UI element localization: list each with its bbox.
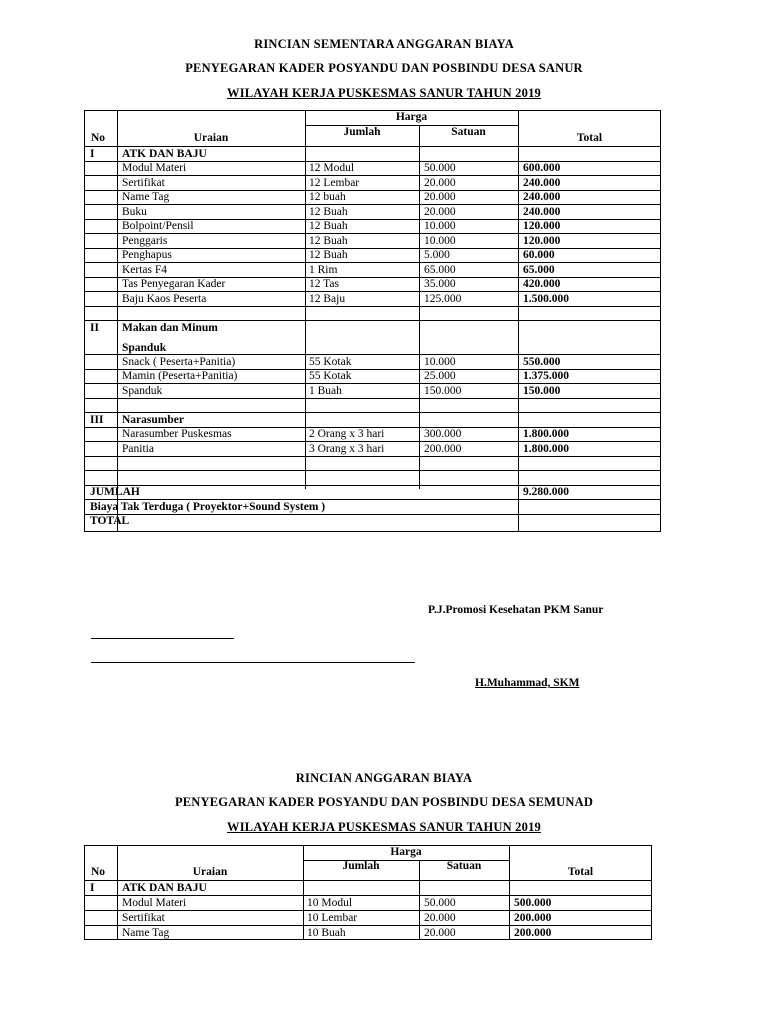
row-uraian: Mamin (Peserta+Panitia) <box>122 370 238 382</box>
row-jumlah: 12 Buah <box>309 234 348 247</box>
row-satuan: 5.000 <box>424 249 450 261</box>
table-hline <box>84 262 661 263</box>
table-hline <box>84 204 661 205</box>
doc2-subtitle-area: WILAYAH KERJA PUSKESMAS SANUR TAHUN 2019 <box>227 820 541 834</box>
row-total: 240.000 <box>523 176 561 189</box>
row-satuan: 65.000 <box>424 263 456 276</box>
row-satuan: 35.000 <box>424 278 456 290</box>
row-satuan: 25.000 <box>424 370 456 382</box>
row-total: 200.000 <box>514 911 552 924</box>
table-hline <box>84 910 652 911</box>
row-jumlah: 12 Buah <box>309 220 348 232</box>
row-jumlah: 12 Tas <box>309 278 339 290</box>
row-total: 420.000 <box>523 278 561 290</box>
row-jumlah: 12 Lembar <box>309 176 360 189</box>
table-hline <box>84 190 661 191</box>
table-hline <box>84 456 661 457</box>
row-satuan: 125.000 <box>424 292 462 305</box>
row-uraian: Name Tag <box>122 926 170 939</box>
row-total: 600.000 <box>523 162 561 174</box>
row-uraian: Narasumber <box>122 413 184 426</box>
row-no: I <box>90 881 95 894</box>
row-jumlah: 12 Buah <box>309 249 348 261</box>
row-jumlah: 12 buah <box>309 191 346 203</box>
row-uraian: Panitia <box>122 442 154 455</box>
row-total: 1.800.000 <box>523 442 569 455</box>
table-vline <box>518 110 519 532</box>
row-satuan: 50.000 <box>424 162 456 174</box>
table-hline <box>84 485 661 486</box>
row-uraian: ATK DAN BAJU <box>122 881 207 894</box>
row-total: 550.000 <box>523 355 561 368</box>
table-hline <box>84 306 661 307</box>
row-satuan: 200.000 <box>424 442 462 455</box>
jumlah-value: 9.280.000 <box>523 486 569 498</box>
row-satuan: 300.000 <box>424 428 462 440</box>
header-uraian: Uraian <box>193 132 229 144</box>
row-satuan: 10.000 <box>424 220 456 232</box>
header-satuan: Satuan <box>446 860 482 872</box>
table-hline <box>84 175 661 176</box>
header-total: Total <box>567 866 594 878</box>
header-total: Total <box>576 132 603 144</box>
row-uraian: Spanduk <box>122 342 167 354</box>
table-vline <box>419 125 420 489</box>
table-hline <box>84 398 661 399</box>
row-uraian: Penggaris <box>122 234 168 247</box>
row-uraian: Sertifikat <box>122 911 165 924</box>
row-satuan: 50.000 <box>424 896 456 909</box>
row-jumlah: 3 Orang x 3 hari <box>309 442 385 455</box>
row-jumlah: 12 Buah <box>309 205 348 218</box>
table-vline <box>117 110 118 532</box>
row-total: 500.000 <box>514 896 552 909</box>
doc1-subtitle-area: WILAYAH KERJA PUSKESMAS SANUR TAHUN 2019 <box>227 86 541 100</box>
row-total: 120.000 <box>523 234 561 247</box>
row-satuan: 20.000 <box>424 911 456 924</box>
row-no: III <box>90 413 104 426</box>
row-jumlah: 12 Modul <box>309 162 355 174</box>
row-uraian: Sertifikat <box>122 176 165 189</box>
row-jumlah: 10 Lembar <box>307 911 358 924</box>
row-satuan: 20.000 <box>424 176 456 189</box>
header-uraian: Uraian <box>192 866 228 878</box>
row-satuan: 150.000 <box>424 384 462 397</box>
header-jumlah: Jumlah <box>342 860 380 872</box>
row-uraian: Spanduk <box>122 384 163 397</box>
row-jumlah: 10 Modul <box>307 896 353 909</box>
row-total: 150.000 <box>523 384 561 397</box>
row-uraian: Bolpoint/Pensil <box>122 220 194 232</box>
header-harga: Harga <box>390 846 422 858</box>
row-uraian: Snack ( Peserta+Panitia) <box>122 355 236 368</box>
row-no: II <box>90 322 99 334</box>
jumlah-label: JUMLAH <box>90 486 140 498</box>
total-label: TOTAL <box>90 515 130 527</box>
table-vline <box>305 110 306 489</box>
row-total: 240.000 <box>523 205 561 218</box>
row-jumlah: 2 Orang x 3 hari <box>309 428 385 440</box>
row-jumlah: 10 Buah <box>307 926 346 939</box>
table-hline <box>84 383 661 384</box>
row-uraian: Kertas F4 <box>122 263 168 276</box>
row-jumlah: 55 Kotak <box>309 355 352 368</box>
doc2-subtitle: PENYEGARAN KADER POSYANDU DAN POSBINDU DESA SEMUNAD <box>174 795 594 809</box>
row-no: I <box>90 147 95 160</box>
row-jumlah: 1 Buah <box>309 384 342 397</box>
row-satuan: 20.000 <box>424 926 456 939</box>
row-satuan: 10.000 <box>424 355 456 368</box>
row-total: 1.375.000 <box>523 370 569 382</box>
doc1-title: RINCIAN SEMENTARA ANGGARAN BIAYA <box>254 37 514 51</box>
header-no: No <box>91 866 106 878</box>
row-uraian: Makan dan Minum <box>122 322 218 334</box>
row-uraian: Modul Materi <box>122 162 187 174</box>
row-total: 60.000 <box>523 249 555 261</box>
row-satuan: 10.000 <box>424 234 456 247</box>
row-uraian: Modul Materi <box>122 896 187 909</box>
doc2-title: RINCIAN ANGGARAN BIAYA <box>295 771 473 785</box>
row-total: 120.000 <box>523 220 561 232</box>
signature-line-long <box>91 662 415 663</box>
row-uraian: Narasumber Puskesmas <box>122 428 232 440</box>
table-hline <box>84 233 661 234</box>
row-satuan: 20.000 <box>424 205 456 218</box>
row-uraian: Tas Penyegaran Kader <box>122 278 226 290</box>
signature-name: H.Muhammad, SKM <box>475 677 580 689</box>
row-total: 1.500.000 <box>523 292 569 305</box>
signature-role: P.J.Promosi Kesehatan PKM Sanur <box>428 604 604 616</box>
row-jumlah: 55 Kotak <box>309 370 352 382</box>
row-uraian: Buku <box>122 205 147 218</box>
header-satuan: Satuan <box>451 126 486 138</box>
header-jumlah: Jumlah <box>343 126 381 138</box>
row-jumlah: 12 Baju <box>309 292 346 305</box>
row-total: 1.800.000 <box>523 428 569 440</box>
table-hline <box>84 470 661 471</box>
row-uraian: Name Tag <box>122 191 170 203</box>
row-uraian: Baju Kaos Peserta <box>122 292 207 305</box>
row-total: 200.000 <box>514 926 552 939</box>
row-satuan: 20.000 <box>424 191 456 203</box>
header-harga: Harga <box>395 111 428 123</box>
tak-terduga-label: Biaya Tak Terduga ( Proyektor+Sound System ) <box>90 500 326 513</box>
doc1-subtitle: PENYEGARAN KADER POSYANDU DAN POSBINDU DESA SANUR <box>185 61 583 75</box>
header-no: No <box>91 132 106 144</box>
row-jumlah: 1 Rim <box>309 263 338 276</box>
row-uraian: Penghapus <box>122 249 172 261</box>
row-total: 240.000 <box>523 191 561 203</box>
signature-line-short <box>91 638 234 639</box>
row-total: 65.000 <box>523 263 555 276</box>
table-hline <box>84 514 661 515</box>
row-uraian: ATK DAN BAJU <box>122 147 207 160</box>
